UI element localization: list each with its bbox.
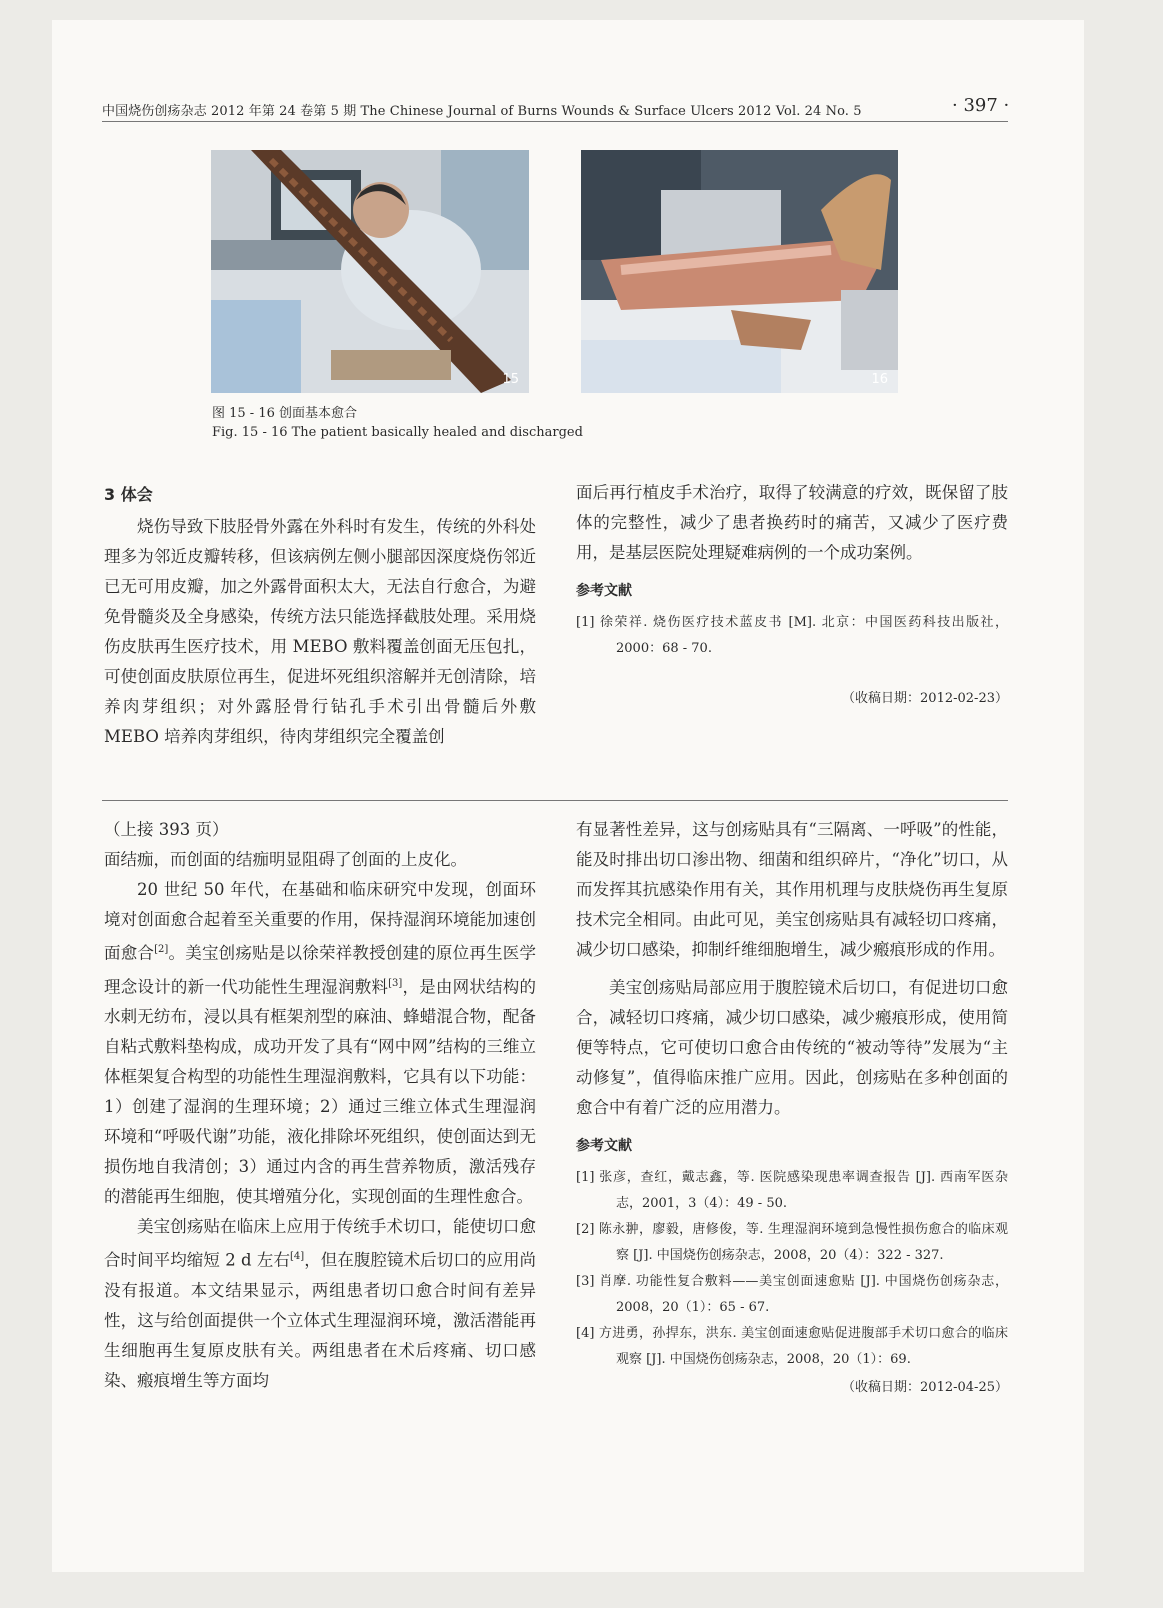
page-number: · 397 · xyxy=(952,95,1010,116)
running-header: 中国烧伤创疡杂志 2012 年第 24 卷第 5 期 The Chinese Journal of Burns Wounds & Surface Ulcers 2012 Vol. 24 No. 5 xyxy=(102,104,862,119)
received-date: （收稿日期：2012-02-23） xyxy=(842,691,1008,706)
paragraph-text: 20 世纪 50 年代，在基础和临床研究中发现，创面环境对创面愈合起着至关重要的作用，保持湿润环境能加速创面愈合 xyxy=(104,880,536,963)
figure-15-photo xyxy=(211,150,529,393)
figure-16-illustration xyxy=(581,150,898,393)
citation-4: [4] xyxy=(290,1251,305,1262)
section-3-right-column xyxy=(576,478,1008,714)
article-divider xyxy=(102,800,1008,801)
reference-item: [4] 方进勇，孙捍东，洪东. 美宝创面速愈贴促进腹部手术切口愈合的临床观察 [J]. 中国烧伤创疡杂志，2008，20（1）：69. xyxy=(576,1326,1008,1367)
paragraph-text: 美宝创疡贴在临床上应用于传统手术切口，能使切口愈合时间平均缩短 2 d 左右 xyxy=(104,1217,536,1270)
figure-16-photo xyxy=(581,150,898,393)
article-2-paragraph-3: 美宝创疡贴局部应用于腹腔镜术后切口，有促进切口愈合，减轻切口疼痛，减少切口感染，减少瘢痕形成，使用简便等特点，它可使切口愈合由传统的“被动等待”发展为“主动修复”，值得临床推广应用。因此，创疡贴在多种创面的愈合中有着广泛的应用潜力。 xyxy=(576,978,1008,1117)
continued-note: （上接 393 页） xyxy=(104,820,229,839)
references-title: 参考文献 xyxy=(576,1138,632,1154)
references-title: 参考文献 xyxy=(576,583,632,599)
figure-15-number: 15 xyxy=(502,372,519,387)
figure-15-illustration xyxy=(211,150,529,393)
article-2-left-column xyxy=(104,815,536,1396)
citation-3: [3] xyxy=(388,977,403,989)
citation-2: [2] xyxy=(154,944,169,955)
paragraph-text: ，是由网状结构的水刺无纺布，浸以具有框架剂型的麻油、蜂蜡混合物，配备自粘式敷料垫构成，成功开发了具有“网中网”结构的三维立体框架复合构型的功能性生理湿润敷料，它具有以下功能：1）创建了湿润的生理环境；2）通过三维立体式生理湿润环境和“呼吸代谢”功能，液化排除坏死组织，使创面达到无损伤地自我清创；3）通过内含的再生营养物质，激活残存的潜能再生细胞，使其增殖分化，实现创面的生理性愈合。 xyxy=(104,977,537,1206)
reference-item: [1] 张彦，查红，戴志鑫，等. 医院感染现患率调查报告 [J]. 西南军医杂志，2001，3（4）：49 - 50. xyxy=(576,1170,1008,1211)
reference-item: [1] 徐荣祥. 烧伤医疗技术蓝皮书 [M]. 北京：中国医药科技出版社，2000：68 - 70. xyxy=(576,615,1008,656)
figure-caption-en: Fig. 15 - 16 The patient basically healed and discharged xyxy=(212,425,583,440)
figure-caption-cn: 图 15 - 16 创面基本愈合 xyxy=(212,406,358,421)
article-2-paragraph-0: 面结痂，而创面的结痂明显阻碍了创面的上皮化。 xyxy=(104,850,467,869)
header-divider xyxy=(102,121,1008,122)
received-date: （收稿日期：2012-04-25） xyxy=(842,1380,1008,1395)
article-2-paragraph-2 xyxy=(104,1212,536,1396)
article-2-right-column xyxy=(576,815,1008,1403)
reference-item: [3] 肖摩. 功能性复合敷料——美宝创面速愈贴 [J]. 中国烧伤创疡杂志，2008，20（1）：65 - 67. xyxy=(576,1274,1008,1315)
section-3-left-column xyxy=(104,480,536,752)
article-2-paragraph-2-continued: 有显著性差异，这与创疡贴具有“三隔离、一呼吸”的性能，能及时排出切口渗出物、细菌和组织碎片，“净化”切口，从而发挥其抗感染作用有关，其作用机理与皮肤烧伤再生复原技术完全相同。由此可见，美宝创疡贴具有减轻切口疼痛，减少切口感染，抑制纤维细胞增生，减少瘢痕形成的作用。 xyxy=(576,820,1008,959)
figure-16-number: 16 xyxy=(871,372,888,387)
article-2-paragraph-1 xyxy=(104,875,536,1212)
reference-item: [2] 陈永翀，廖毅，唐修俊，等. 生理湿润环境到急慢性损伤愈合的临床观察 [J]. 中国烧伤创疡杂志，2008，20（4）：322 - 327. xyxy=(576,1222,1008,1263)
paragraph-text: 。美宝创疡贴是以徐荣祥教授创建的原位再生医学理念设计的新一代功能性生理湿润敷料 xyxy=(104,943,537,996)
paragraph-text: ，但在腹腔镜术后切口的应用尚没有报道。本文结果显示，两组患者切口愈合时间有差异性，这与给创面提供一个立体式生理湿润环境，激活潜能再生细胞再生复原皮肤有关。两组患者在术后疼痛、切口感染、瘢痕增生等方面均 xyxy=(104,1250,537,1390)
section-3-paragraph: 烧伤导致下肢胫骨外露在外科时有发生，传统的外科处理多为邻近皮瓣转移，但该病例左侧小腿部因深度烧伤邻近已无可用皮瓣，加之外露骨面积太大，无法自行愈合，为避免骨髓炎及全身感染，传统方法只能选择截肢处理。采用烧伤皮肤再生医疗技术，用 MEBO 敷料覆盖创面无压包扎，可使创面皮肤原位再生，促进坏死组织溶解并无创清除，培养肉芽组织；对外露胫骨行钻孔手术引出骨髓后外敷 MEBO 培养肉芽组织，待肉芽组织完全覆盖创 xyxy=(104,517,536,746)
section-3-title: 3 体会 xyxy=(104,485,153,504)
section-3-paragraph-continued: 面后再行植皮手术治疗，取得了较满意的疗效，既保留了肢体的完整性，减少了患者换药时的痛苦，又减少了医疗费用，是基层医院处理疑难病例的一个成功案例。 xyxy=(576,483,1008,562)
